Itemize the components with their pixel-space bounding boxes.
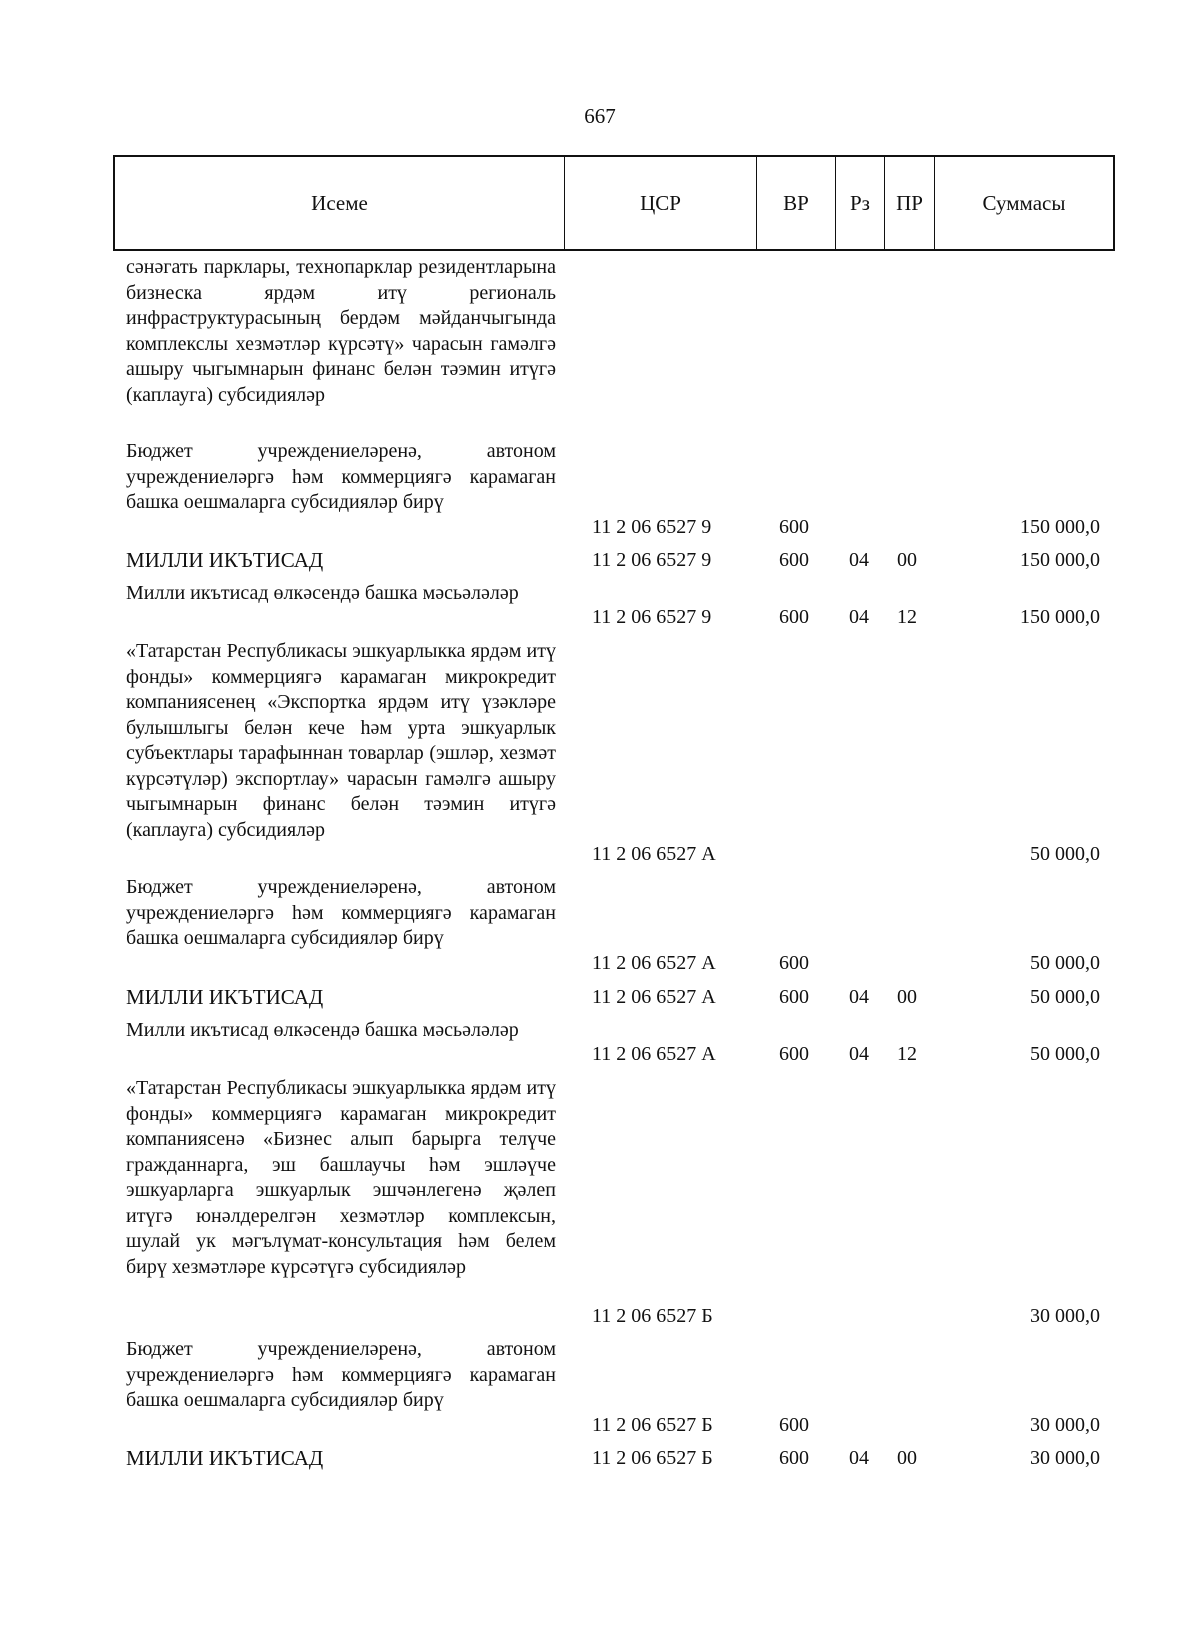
row-csr: 11 2 06 6527 Б [592,1305,713,1327]
row-csr: 11 2 06 6527 А [592,1043,716,1065]
row-rz: 04 [849,1043,869,1065]
header-vr: ВР [757,157,836,249]
row-vr: 600 [779,606,809,628]
header-csr: ЦСР [565,157,757,249]
row-sum: 150 000,0 [1020,516,1100,538]
row-csr: 11 2 06 6527 9 [592,549,712,571]
row-vr: 600 [779,1447,809,1469]
row-name: «Татарстан Республикасы эшкуарлыкка ярдәм итү фонды» коммерциягә карамаган микрокредит компаниясенең «Экспортка ярдәм итү үзәкләре булышлыгы белән кече һәм урта эшкуарлык субъектлары тарафыннан товарлар (эшләр, хезмәт күрсәтүләр) экспортлау» чарасын гамәлгә ашыру чыгымнарын финанс белән тәэмин итүгә (каплауга) субсидияләр [126,640,556,841]
header-sum: Суммасы [982,190,1066,215]
row-sum: 150 000,0 [1020,606,1100,628]
row-vr: 600 [779,952,809,974]
row-name: Бюджет учреждениеләренә, автоном учреждениеләргә һәм коммерциягә карамаган башка оешмаларга субсидияләр бирү [126,440,556,513]
row-rz: 04 [849,1447,869,1469]
row-name: МИЛЛИ ИКЪТИСАД [126,985,324,1009]
header-rz: Рз [836,157,885,249]
row-csr: 11 2 06 6527 Б [592,1447,713,1469]
row-sum: 50 000,0 [1030,843,1100,865]
row-sum: 50 000,0 [1030,986,1100,1008]
row-name: «Татарстан Республикасы эшкуарлыкка ярдәм итү фонды» коммерциягә карамаган микрокредит компаниясенә «Бизнес алып барырга телүче гражданнарга, эш башлаучы һәм эшләүче эшкуарларга эшкуарлык эшчәнлегенә җәлеп итүгә юнәлдерелгән хезмәтләр комплексын, шулай ук мәгълүмат-консультация һәм белем бирү хезмәтләре күрсәтүгә субсидияләр [126,1077,556,1278]
row-vr: 600 [779,986,809,1008]
row-name: МИЛЛИ ИКЪТИСАД [126,548,324,572]
row-name: МИЛЛИ ИКЪТИСАД [126,1446,324,1470]
row-pr: 12 [897,1043,917,1065]
row-csr: 11 2 06 6527 9 [592,606,712,628]
row-vr: 600 [779,1043,809,1065]
row-rz: 04 [849,986,869,1008]
row-rz: 04 [849,606,869,628]
row-sum: 150 000,0 [1020,549,1100,571]
row-csr: 11 2 06 6527 А [592,986,716,1008]
row-vr: 600 [779,516,809,538]
row-vr: 600 [779,549,809,571]
row-sum: 30 000,0 [1030,1447,1100,1469]
row-sum: 50 000,0 [1030,952,1100,974]
row-pr: 12 [897,606,917,628]
row-name: Бюджет учреждениеләренә, автоном учреждениеләргә һәм коммерциягә карамаган башка оешмаларга субсидияләр бирү [126,1338,556,1411]
row-name: Милли икътисад өлкәсендә башка мәсьәләләр [126,1019,519,1041]
row-csr: 11 2 06 6527 А [592,843,716,865]
row-sum: 50 000,0 [1030,1043,1100,1065]
row-csr: 11 2 06 6527 А [592,952,716,974]
row-name: Милли икътисад өлкәсендә башка мәсьәләләр [126,582,519,604]
header-name: Исеме [115,157,565,249]
row-pr: 00 [897,549,917,571]
page-number: 667 [584,104,616,128]
row-rz: 04 [849,549,869,571]
row-pr: 00 [897,986,917,1008]
row-name: сәнәгать парклары, технопарклар резидентларына бизнеска ярдәм итү региональ инфраструктурасының бердәм мәйданчыгында комплекслы хезмәтләр күрсәтү» чарасын гамәлгә ашыру чыгымнарын финанс белән тәэмин итүгә (каплауга) субсидияләр [126,256,556,406]
row-csr: 11 2 06 6527 9 [592,516,712,538]
row-name: Бюджет учреждениеләренә, автоном учреждениеләргә һәм коммерциягә карамаган башка оешмаларга субсидияләр бирү [126,876,556,949]
row-sum: 30 000,0 [1030,1305,1100,1327]
row-vr: 600 [779,1414,809,1436]
row-pr: 00 [897,1447,917,1469]
row-csr: 11 2 06 6527 Б [592,1414,713,1436]
row-sum: 30 000,0 [1030,1414,1100,1436]
header-pr: ПР [885,157,935,249]
